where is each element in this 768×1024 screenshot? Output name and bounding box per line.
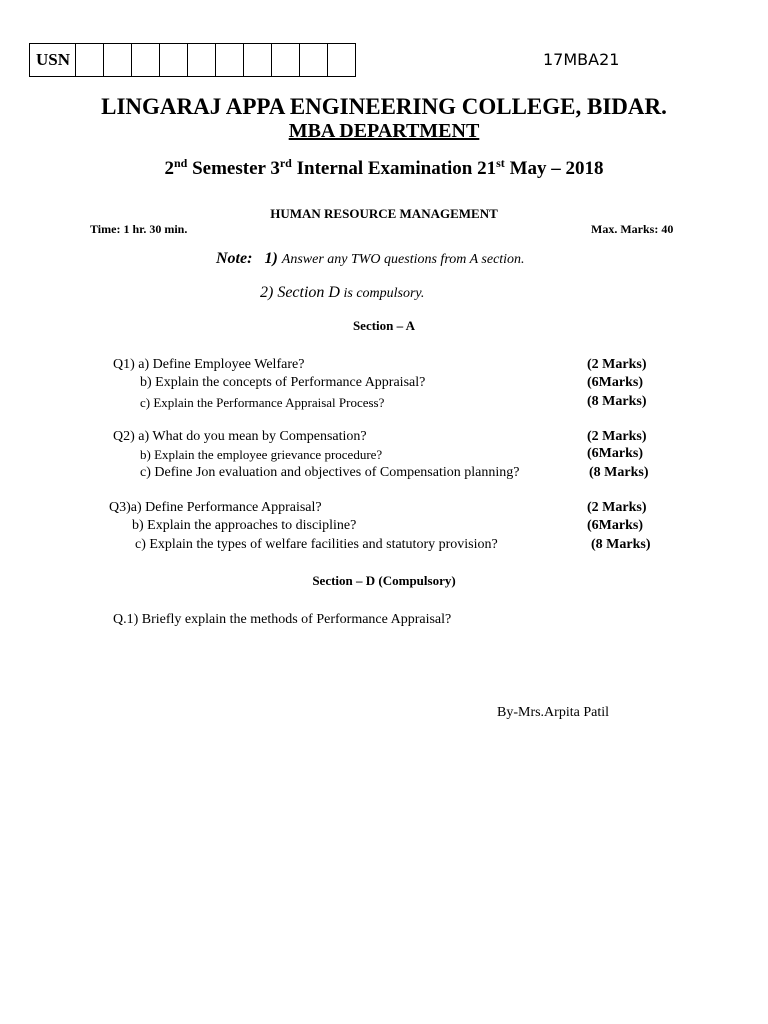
question-line: b) Explain the approaches to discipline? [132,518,357,533]
note-2-lead: 2) Section D [260,284,340,301]
usn-cell [216,44,244,77]
usn-cell [188,44,216,77]
section-d-question: Q.1) Briefly explain the methods of Performance Appraisal? [113,612,452,627]
college-name: LINGARAJ APPA ENGINEERING COLLEGE, BIDAR. [101,94,667,119]
exam-internal-suffix: rd [279,156,292,170]
exam-date-rest: May – 2018 [504,158,604,179]
exam-semester-suffix: nd [173,156,188,170]
usn-box [29,43,356,77]
question-marks: (8 Marks) [591,537,651,552]
note-line-2 [260,284,424,302]
question-marks: (6Marks) [587,446,643,461]
section-a-heading: Section – A [352,318,416,333]
usn-label: USN [30,44,76,77]
subject-title: HUMAN RESOURCE MANAGEMENT [270,206,498,221]
question-marks: (8 Marks) [589,465,649,480]
exam-semester-number: 2 [164,158,174,179]
usn-cell [300,44,328,77]
question-marks: (6Marks) [587,518,643,533]
question-line: c) Define Jon evaluation and objectives of Compensation planning? [140,465,520,480]
exam-semester-text: Semester [187,158,271,179]
usn-cell [76,44,104,77]
note-1-text: Answer any TWO questions from A section. [281,252,525,267]
question-marks: (6Marks) [587,375,643,390]
note-line-1 [216,250,525,268]
author-byline: By-Mrs.Arpita Patil [497,705,609,720]
note-1-number: 1) [264,250,278,267]
note-2-text: is compulsory. [339,286,425,301]
question-marks: (2 Marks) [587,500,647,515]
note-label: Note: [216,250,253,267]
exam-day: 21 [477,158,497,179]
question-marks: (2 Marks) [587,357,647,372]
section-d-heading: Section – D (Compulsory) [312,573,456,588]
question-line: c) Explain the types of welfare facilities and statutory provision? [135,537,498,552]
question-line: b) Explain the concepts of Performance Appraisal? [140,375,426,390]
question-line: c) Explain the Performance Appraisal Process? [140,395,385,410]
exam-title [0,156,768,180]
question-line: Q2) a) What do you mean by Compensation? [113,429,367,444]
department-name [0,120,768,143]
question-marks: (2 Marks) [587,429,647,444]
question-line: Q1) a) Define Employee Welfare? [113,357,305,372]
exam-internal-number: 3 [270,158,280,179]
usn-cell [244,44,272,77]
usn-cell [132,44,160,77]
exam-day-suffix: st [496,156,505,170]
question-marks: (8 Marks) [587,394,647,409]
usn-cell [104,44,132,77]
usn-cell [160,44,188,77]
max-marks: Max. Marks: 40 [591,222,674,236]
exam-time: Time: 1 hr. 30 min. [90,222,188,236]
usn-cell [272,44,300,77]
usn-cell [328,44,356,77]
course-code: 17MBA21 [543,50,620,69]
exam-internal-text: Internal Examination [291,158,478,179]
question-line: Q3)a) Define Performance Appraisal? [109,500,322,515]
question-line: b) Explain the employee grievance procedure? [140,447,383,462]
department-text: MBA DEPARTMENT [288,120,480,142]
